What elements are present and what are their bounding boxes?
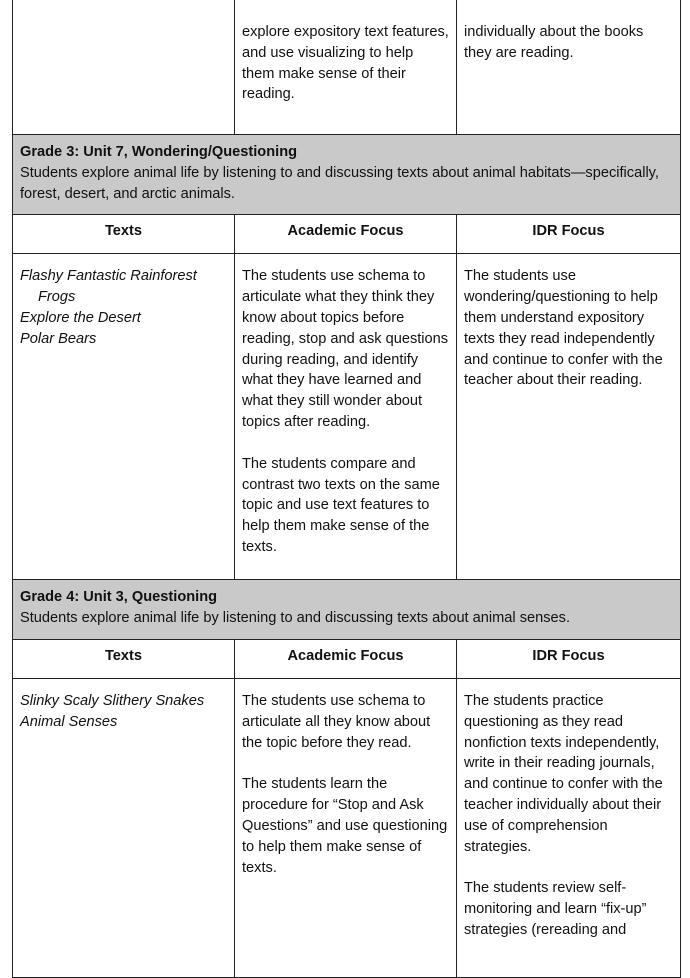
continued-academic-focus-cell: explore expository text features, and use visualizing to help them make sense of their reading.	[235, 0, 457, 135]
continued-idr-focus-cell: individually about the books they are reading.	[457, 0, 681, 135]
academic-focus-paragraph: The students learn the procedure for “Stop and Ask Questions” and use questioning to help them make sense of texts.	[242, 776, 448, 876]
academic-focus-paragraph: The students use schema to articulate all they know about the topic before they read.	[242, 692, 431, 751]
continued-texts-cell	[13, 0, 235, 135]
academic-focus-header: Academic Focus	[235, 215, 457, 254]
grade4-title: Grade 4: Unit 3, Questioning	[20, 589, 218, 606]
text-title: Explore the Desert	[20, 309, 141, 326]
academic-focus-paragraph: The students use schema to articulate what they think they know about topics before reading, stop and ask questions during reading, and identify what they have learned and what they still wonder about topics after reading.	[242, 268, 449, 430]
idr-focus-paragraph: The students use wondering/questioning to help them understand expository texts they read independently and continue to confer with the teacher about their reading.	[464, 268, 663, 389]
text-title: Animal Senses	[20, 713, 118, 730]
grade4-column-headers	[13, 639, 681, 678]
grade4-texts-cell	[13, 678, 235, 977]
grade3-texts-cell	[13, 254, 235, 580]
document-page	[12, 0, 680, 938]
text-title-continued: Frogs	[38, 289, 76, 306]
idr-focus-paragraph: The students practice questioning as they read nonfiction texts independently, write in their reading journals, and continue to confer with the teacher individually about their use of comprehension strategies.	[464, 692, 663, 855]
idr-focus-header: IDR Focus	[457, 215, 681, 254]
grade4-idr-focus-cell	[457, 678, 681, 977]
grade4-content-row	[13, 678, 681, 977]
grade3-title: Grade 3: Unit 7, Wondering/Questioning	[20, 144, 298, 160]
continued-row	[13, 0, 681, 135]
grade4-section-header	[13, 580, 681, 640]
grade3-academic-focus-cell	[235, 254, 457, 580]
academic-focus-header: Academic Focus	[235, 639, 457, 678]
idr-focus-paragraph: The students review self-monitoring and learn “fix-up” strategies (rereading and	[464, 880, 647, 938]
text-title: Flashy Fantastic Rainforest	[20, 268, 197, 285]
grade3-idr-focus-cell	[457, 254, 681, 580]
curriculum-table	[12, 0, 681, 978]
idr-focus-header: IDR Focus	[457, 639, 681, 678]
grade3-column-headers	[13, 215, 681, 254]
grade3-description: Students explore animal life by listening to and discussing texts about animal habitats—specifically, forest, desert, and arctic animals.	[20, 164, 659, 202]
grade4-description: Students explore animal life by listening to and discussing texts about animal senses.	[20, 610, 571, 627]
academic-focus-paragraph: The students compare and contrast two texts on the same topic and use text features to help them make sense of the texts.	[242, 455, 440, 555]
grade3-content-row	[13, 254, 681, 580]
texts-header: Texts	[13, 215, 235, 254]
text-title: Polar Bears	[20, 330, 97, 347]
text-title: Slinky Scaly Slithery Snakes	[20, 692, 205, 709]
texts-header: Texts	[13, 639, 235, 678]
grade4-academic-focus-cell	[235, 678, 457, 977]
grade3-section-header	[13, 135, 681, 215]
